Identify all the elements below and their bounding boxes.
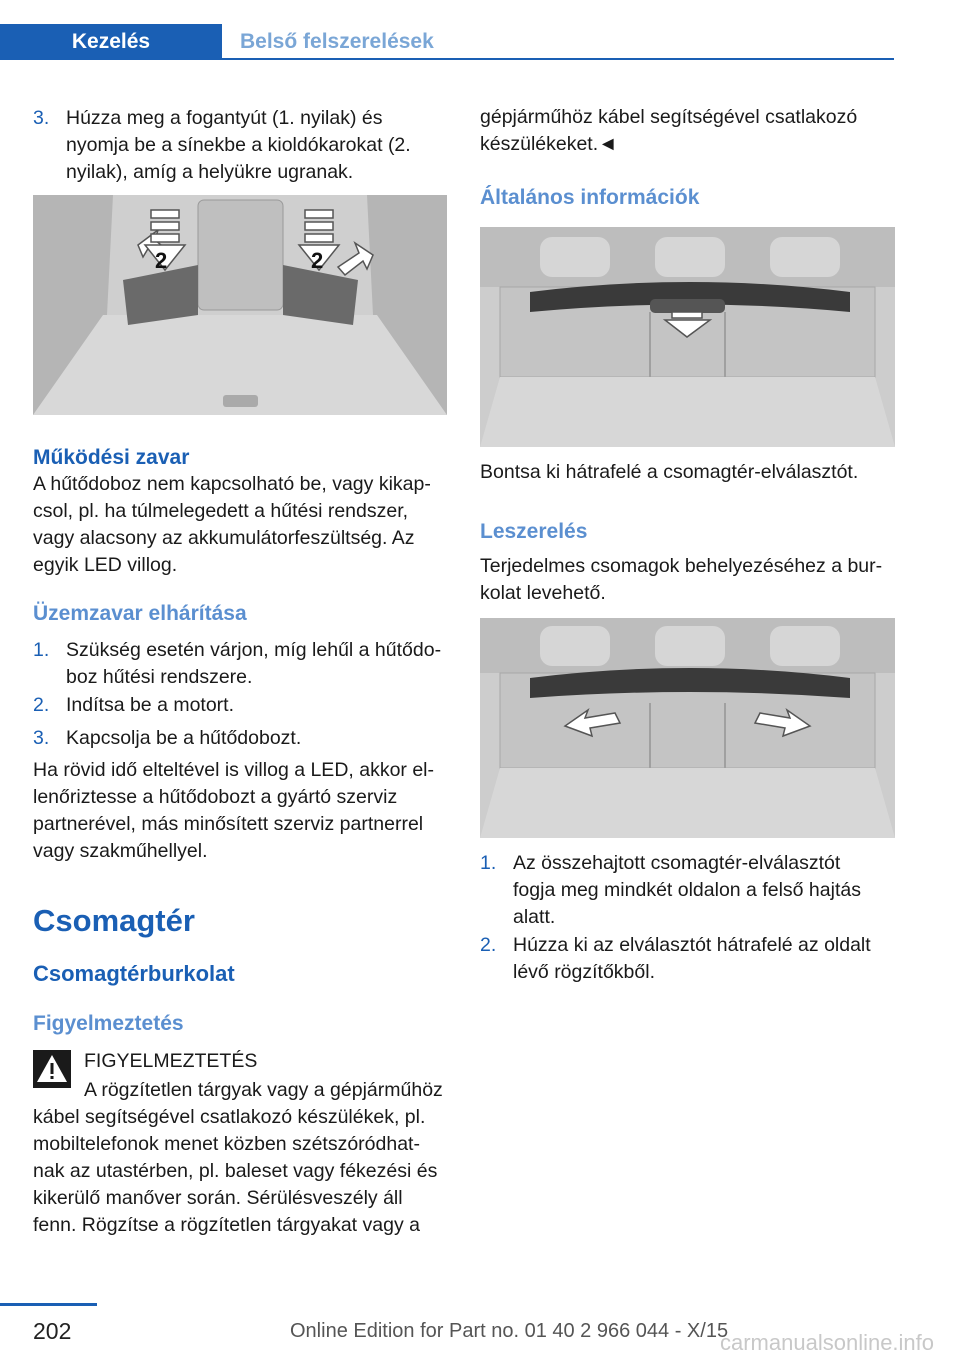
step-number: 3.: [33, 107, 50, 129]
warning-label: FIGYELMEZTETÉS: [84, 1050, 258, 1072]
warning-text: [33, 1104, 449, 1239]
warning-continuation: [480, 104, 895, 158]
text-line: lenőriztesse a hűtődobozt a gyártó szerviz: [33, 786, 398, 808]
text-line: vagy alacsony az akkumulátorfeszültség. Az: [33, 527, 415, 549]
step-number: 1.: [33, 639, 50, 661]
step-text-line: nyilak), amíg a helyükre ugranak.: [66, 161, 354, 183]
text-line: egyik LED villog.: [33, 554, 178, 576]
subsection-title-cover: Csomagtérburkolat: [33, 961, 235, 986]
step-text-line: boz hűtési rendszere.: [66, 666, 253, 688]
step-text-line: fogja meg mindkét oldalon a felső hajtás: [513, 879, 861, 901]
step-text-line: Húzza ki az elválasztót hátrafelé az oldalt: [513, 934, 871, 956]
page-header: [0, 24, 894, 62]
chapter-tab-active[interactable]: Kezelés: [0, 24, 222, 60]
step-text-line: Indítsa be a motort.: [66, 694, 235, 716]
removal-text: [480, 553, 895, 607]
site-watermark: carmanualsonline.info: [720, 1330, 935, 1355]
section-tab[interactable]: Belső felszerelések: [240, 30, 434, 53]
warning-heading: Figyelmeztetés: [33, 1012, 184, 1035]
step-text-line: alatt.: [513, 906, 556, 928]
image-label-2-right: 2: [311, 248, 324, 273]
step-text-line: lévő rögzítőkből.: [513, 961, 655, 983]
step-number: 1.: [480, 852, 497, 874]
text-line: készülékeket.◄: [480, 133, 618, 155]
text-line: fenn. Rögzítse a rögzítetlen tárgyakat vagy a: [33, 1214, 420, 1236]
malfunction-title: Működési zavar: [33, 446, 190, 469]
warning-text-first: A rögzítetlen tárgyak vagy a gépjárműhöz: [84, 1079, 443, 1101]
image-label-2-left: 2: [155, 248, 168, 273]
removal-title: Leszerelés: [480, 520, 588, 543]
text-line: A hűtődoboz nem kapcsolható be, vagy kikap-: [33, 473, 431, 495]
text-line: gépjárműhöz kábel segítségével csatlakozó: [480, 106, 858, 128]
step-text-line: Az összehajtott csomagtér-elválasztót: [513, 852, 841, 874]
text-line: kolat levehető.: [480, 582, 606, 604]
text-line: csol, pl. ha túlmelegedett a hűtési rendszer,: [33, 500, 409, 522]
text-line: Terjedelmes csomagok behelyezéséhez a bur-: [480, 555, 883, 577]
step-number: 3.: [33, 727, 50, 749]
step-number: 2.: [33, 694, 50, 716]
text-line: kikerülő manőver során. Sérülésveszély áll: [33, 1187, 403, 1209]
text-line: vagy szakműhellyel.: [33, 840, 208, 862]
step-number: 2.: [480, 934, 497, 956]
page-number: 202: [33, 1318, 72, 1344]
step-text-line: nyomja be a sínekbe a kioldókarokat (2.: [66, 134, 411, 156]
general-caption: Bontsa ki hátrafelé a csomagtér-elválasztót.: [480, 461, 859, 483]
malfunction-text: [33, 471, 447, 579]
cargo-cover-illustration-remove: [480, 618, 895, 838]
service-note: [33, 757, 447, 865]
section-title-cargo: Csomagtér: [33, 903, 195, 938]
header-rule: [222, 58, 894, 60]
step-text-line: Szükség esetén várjon, míg lehűl a hűtődo-: [66, 639, 442, 661]
text-line: partnerével, más minősített szerviz partnerrel: [33, 813, 424, 835]
footer-rule: [0, 1303, 97, 1306]
text-line: kábel segítségével csatlakozó készülékek, pl.: [33, 1106, 426, 1128]
troubleshooting-title: Üzemzavar elhárítása: [33, 602, 247, 625]
edition-info: Online Edition for Part no. 01 40 2 966 044 - X/15: [290, 1320, 729, 1342]
text-line: Ha rövid idő elteltével is villog a LED, akkor el-: [33, 759, 435, 781]
cargo-floor-illustration: [33, 195, 447, 415]
malfunction-section: [33, 446, 447, 579]
warning-triangle-icon: [33, 1050, 71, 1088]
text-line: nak az utastérben, pl. baleset vagy fékezési és: [33, 1160, 438, 1182]
cargo-cover-illustration-extend: [480, 227, 895, 447]
general-info-title: Általános információk: [480, 186, 700, 209]
text-line: mobiltelefonok menet közben szétszóródhat-: [33, 1133, 420, 1155]
step-text-line: Húzza meg a fogantyút (1. nyilak) és: [66, 107, 383, 129]
step-text-line: Kapcsolja be a hűtődobozt.: [66, 727, 302, 749]
